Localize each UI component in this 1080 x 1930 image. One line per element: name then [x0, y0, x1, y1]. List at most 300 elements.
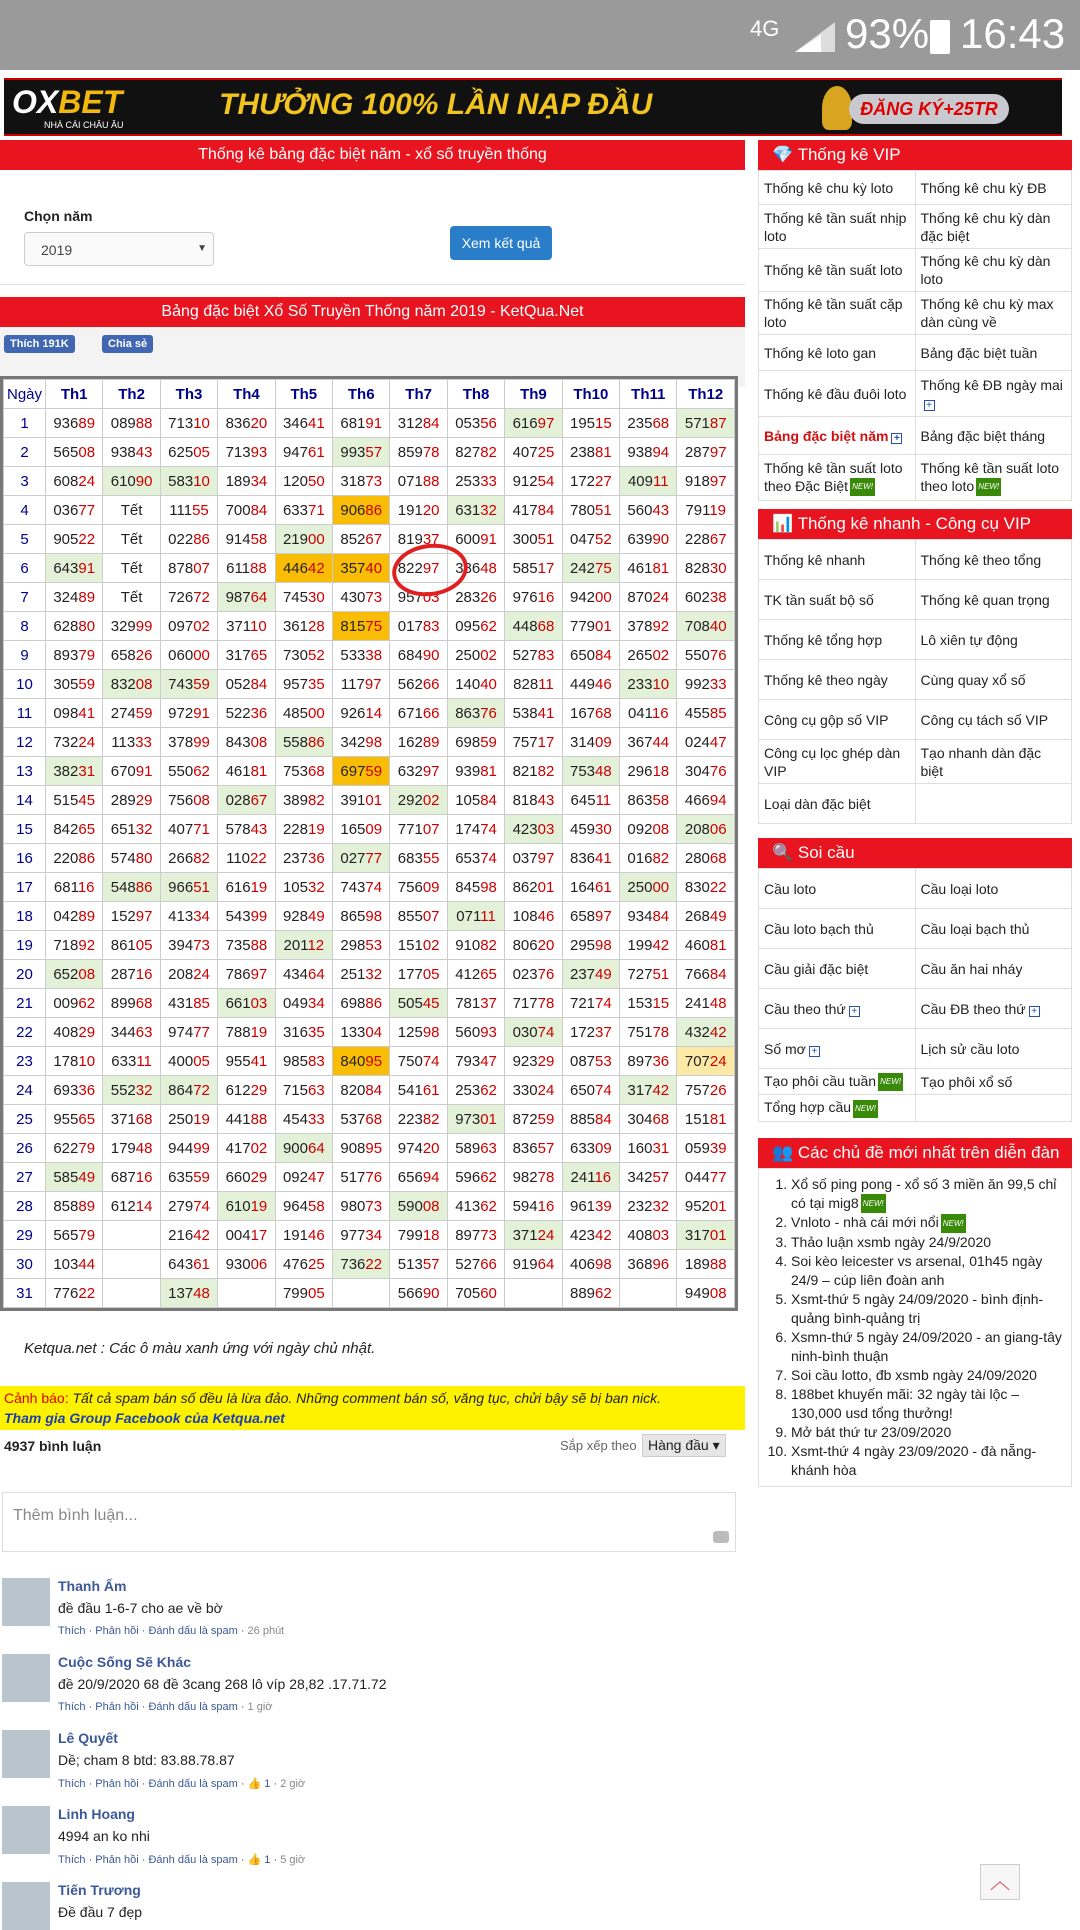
result-cell: 94200: [562, 583, 619, 612]
sidebar-link[interactable]: Thống kê chu kỳ ĐB: [915, 171, 1072, 205]
sidebar-link[interactable]: Thống kê ĐB ngày mai+: [915, 371, 1072, 417]
result-cell: 17474: [447, 815, 504, 844]
result-cell: 28326: [447, 583, 504, 612]
sidebar-link[interactable]: Cầu loại bạch thủ: [915, 909, 1072, 949]
result-cell: 93006: [218, 1250, 275, 1279]
forum-news-item[interactable]: 8. 188bet khuyến mãi: 32 ngày tài lộc – 130,000 usd tổng thưởng!: [791, 1385, 1065, 1423]
result-cell: 38648: [447, 554, 504, 583]
day-cell: 9: [4, 641, 46, 670]
sidebar-link[interactable]: Thống kê loto gan: [759, 335, 916, 371]
result-cell: 31409: [562, 728, 619, 757]
table-row: [4, 525, 735, 554]
result-cell: 15315: [620, 989, 677, 1018]
sidebar-link[interactable]: Lịch sử cầu loto: [915, 1029, 1072, 1069]
result-cell: 15181: [677, 1105, 735, 1134]
result-cell: 88962: [562, 1279, 619, 1308]
sidebar-link[interactable]: Thống kê chu kỳ max dàn cùng về: [915, 292, 1072, 335]
new-badge: NEW!: [878, 1073, 903, 1091]
commenter-name[interactable]: Linh Hoang: [58, 1806, 135, 1822]
quick-stats-header: 📊 Thống kê nhanh - Công cụ VIP: [758, 509, 1072, 539]
sidebar-link[interactable]: Cầu theo thứ +: [759, 989, 916, 1029]
table-row: [4, 467, 735, 496]
result-cell: Tết: [103, 525, 160, 554]
day-cell: 28: [4, 1192, 46, 1221]
result-cell: 09702: [160, 612, 217, 641]
sidebar-link[interactable]: Thống kê tổng hợp: [759, 620, 916, 660]
result-cell: 20824: [160, 960, 217, 989]
sidebar-row: [759, 171, 1072, 205]
result-cell: 40829: [46, 1018, 103, 1047]
result-cell: 69886: [333, 989, 390, 1018]
result-cell: 95735: [275, 670, 332, 699]
day-cell: 4: [4, 496, 46, 525]
result-cell: 77901: [562, 612, 619, 641]
sidebar-link[interactable]: Tạo nhanh dàn đặc biệt: [915, 740, 1072, 784]
result-cell: 96651: [160, 873, 217, 902]
result-cell: 79918: [390, 1221, 447, 1250]
result-cell: 43464: [275, 960, 332, 989]
result-cell: 28797: [677, 438, 735, 467]
result-cell: 21900: [275, 525, 332, 554]
camera-icon[interactable]: [713, 1531, 729, 1543]
table-row: [4, 438, 735, 467]
table-row: [4, 1018, 735, 1047]
result-cell: 39473: [160, 931, 217, 960]
result-cell: 85507: [390, 902, 447, 931]
expand-icon[interactable]: +: [891, 433, 902, 444]
result-cell: 73588: [218, 931, 275, 960]
result-cell: 45585: [677, 699, 735, 728]
day-cell: 18: [4, 902, 46, 931]
result-cell: 27459: [103, 699, 160, 728]
result-cell: 45930: [562, 815, 619, 844]
sidebar-link[interactable]: Tạo phôi xổ số: [915, 1069, 1072, 1095]
network-label: 4G: [750, 16, 780, 41]
sidebar-link[interactable]: Thống kê tần suất loto: [759, 249, 916, 292]
result-cell: 83641: [562, 844, 619, 873]
result-cell: 02447: [677, 728, 735, 757]
avatar[interactable]: [2, 1654, 50, 1702]
result-cell: 57187: [677, 409, 735, 438]
sidebar-link[interactable]: Số mơ +: [759, 1029, 916, 1069]
comment-actions[interactable]: Thích · Phản hồi · Đánh dấu là spam · 1 giờ: [58, 1701, 273, 1713]
sidebar-link[interactable]: Cầu ăn hai nháy: [915, 949, 1072, 989]
sidebar-link[interactable]: TK tần suất bộ số: [759, 580, 916, 620]
result-cell: 26849: [677, 902, 735, 931]
day-cell: 21: [4, 989, 46, 1018]
sidebar-link[interactable]: Lô xiên tự động: [915, 620, 1072, 660]
result-cell: 98073: [333, 1192, 390, 1221]
day-cell: 20: [4, 960, 46, 989]
comment-input[interactable]: Thêm bình luận...: [2, 1492, 736, 1552]
result-cell: 40771: [160, 815, 217, 844]
sidebar-link[interactable]: Thống kê theo ngày: [759, 660, 916, 700]
sidebar-row: [759, 371, 1072, 417]
result-cell: 09247: [275, 1163, 332, 1192]
sidebar-row: [759, 660, 1072, 700]
result-cell: 90895: [333, 1134, 390, 1163]
forum-news-header: 👥 Các chủ đề mới nhất trên diễn đàn: [758, 1138, 1072, 1168]
expand-icon[interactable]: +: [924, 400, 935, 411]
result-cell: 94499: [160, 1134, 217, 1163]
sidebar-link[interactable]: Thống kê tần suất loto theo Đặc Biệt NEW!: [759, 455, 916, 501]
result-cell: 25000: [620, 873, 677, 902]
result-cell: 44188: [218, 1105, 275, 1134]
result-cell: 07111: [447, 902, 504, 931]
table-title: Bảng đặc biệt Xổ Số Truyền Thống năm 2019 - KetQua.Net: [0, 297, 745, 327]
result-cell: 59662: [447, 1163, 504, 1192]
result-cell: 46081: [677, 931, 735, 960]
sidebar-link[interactable]: Cầu loại loto: [915, 869, 1072, 909]
result-cell: 97734: [333, 1221, 390, 1250]
result-cell: 93484: [620, 902, 677, 931]
sidebar-link[interactable]: Thống kê quan trọng: [915, 580, 1072, 620]
sort-select[interactable]: Hàng đầu ▾: [642, 1434, 726, 1457]
sidebar-link[interactable]: Bảng đặc biệt tuần: [915, 335, 1072, 371]
result-cell: 67091: [103, 757, 160, 786]
comment-actions[interactable]: Thích · Phản hồi · Đánh dấu là spam · 👍 1 · 5 giờ: [58, 1854, 306, 1866]
result-cell: 16289: [390, 728, 447, 757]
result-cell: 47625: [275, 1250, 332, 1279]
col-header-month: Th8: [447, 380, 504, 409]
result-cell: 03797: [505, 844, 562, 873]
table-row: [4, 641, 735, 670]
sidebar-row: [759, 620, 1072, 660]
result-cell: 60238: [677, 583, 735, 612]
result-cell: 30051: [505, 525, 562, 554]
result-cell: 17810: [46, 1047, 103, 1076]
result-cell: 91082: [447, 931, 504, 960]
expand-icon[interactable]: +: [1029, 1006, 1040, 1017]
result-cell: 45433: [275, 1105, 332, 1134]
result-cell: 70084: [218, 496, 275, 525]
day-cell: 2: [4, 438, 46, 467]
result-cell: 34641: [275, 409, 332, 438]
result-cell: 64511: [562, 786, 619, 815]
sidebar-row: [759, 417, 1072, 455]
result-cell: 56093: [447, 1018, 504, 1047]
commenter-name[interactable]: Cuộc Sống Sẽ Khác: [58, 1654, 192, 1670]
result-cell: 37899: [160, 728, 217, 757]
commenter-name[interactable]: Thanh Ấm: [58, 1578, 127, 1594]
sidebar-link[interactable]: Thống kê tần suất nhịp loto: [759, 205, 916, 249]
result-cell: 96458: [275, 1192, 332, 1221]
result-cell: 00417: [218, 1221, 275, 1250]
result-cell: 40911: [620, 467, 677, 496]
result-cell: 35740: [333, 554, 390, 583]
result-cell: 17948: [103, 1134, 160, 1163]
table-row: [4, 1134, 735, 1163]
sidebar-link[interactable]: Thống kê chu kỳ dàn đặc biệt: [915, 205, 1072, 249]
battery-percent: 93%: [845, 10, 930, 57]
result-cell: 66103: [218, 989, 275, 1018]
result-cell: 86598: [333, 902, 390, 931]
avatar[interactable]: [2, 1578, 50, 1626]
result-cell: 11797: [333, 670, 390, 699]
comment-actions[interactable]: Thích · Phản hồi · Đánh dấu là spam · 👍 1 · 2 giờ: [58, 1778, 306, 1790]
result-cell: 36744: [620, 728, 677, 757]
result-cell: 75608: [160, 786, 217, 815]
comment-actions[interactable]: Thích · Phản hồi · Đánh dấu là spam · 26 phút: [58, 1625, 285, 1637]
warning-text: Tất cả spam bán số đều là lừa đảo. Những comment bán số, văng tục, chửi bậy sẽ bị ban nick.: [72, 1390, 661, 1406]
result-cell: 16031: [620, 1134, 677, 1163]
day-cell: 7: [4, 583, 46, 612]
comment-text: 4994 an ko nhi: [58, 1828, 150, 1844]
result-cell: 93894: [620, 438, 677, 467]
forum-news-item[interactable]: 10. Xsmt-thứ 4 ngày 23/09/2020 - đà nẵng-khánh hòa: [791, 1442, 1065, 1480]
result-cell: 64361: [160, 1250, 217, 1279]
result-cell: 82182: [505, 757, 562, 786]
result-cell: 09562: [447, 612, 504, 641]
result-cell: 17705: [390, 960, 447, 989]
result-cell: 55232: [103, 1076, 160, 1105]
result-cell: 63297: [390, 757, 447, 786]
result-cell: 05284: [218, 670, 275, 699]
result-cell: 63309: [562, 1134, 619, 1163]
result-cell: 27974: [160, 1192, 217, 1221]
result-cell: 86201: [505, 873, 562, 902]
ad-banner[interactable]: [4, 78, 1062, 136]
sidebar-link[interactable]: Thống kê theo tổng: [915, 540, 1072, 580]
result-cell: 11022: [218, 844, 275, 873]
result-cell: 82782: [447, 438, 504, 467]
result-cell: 29598: [562, 931, 619, 960]
result-cell: 58517: [505, 554, 562, 583]
sidebar-link[interactable]: Thống kê tần suất loto theo loto NEW!: [915, 455, 1072, 501]
sidebar-link[interactable]: Cầu ĐB theo thứ +: [915, 989, 1072, 1029]
view-results-button[interactable]: Xem kết quả: [450, 226, 552, 260]
status-bar: [0, 0, 1080, 70]
result-cell: 75368: [275, 757, 332, 786]
result-cell: Tết: [103, 583, 160, 612]
sidebar-link[interactable]: Tạo phôi cầu tuần NEW!: [759, 1069, 916, 1095]
result-cell: 05939: [677, 1134, 735, 1163]
result-cell: 61619: [218, 873, 275, 902]
forum-news-item[interactable]: 2. Vnloto - nhà cái mới nổi NEW!: [791, 1213, 1065, 1233]
result-cell: 93981: [447, 757, 504, 786]
banner-headline: THƯỞNG 100% LẦN NẠP ĐẦU: [219, 88, 653, 121]
year-select[interactable]: 2019 ▼: [24, 232, 214, 266]
sidebar-link[interactable]: Thống kê tần suất cặp loto: [759, 292, 916, 335]
sidebar-row: [759, 784, 1072, 824]
result-cell: 31701: [677, 1221, 735, 1250]
col-header-month: Th12: [677, 380, 735, 409]
result-cell: 99233: [677, 670, 735, 699]
table-row: [4, 873, 735, 902]
stats-header: Thống kê bảng đặc biệt năm - xổ số truyền thống: [0, 140, 745, 170]
result-cell: 69336: [46, 1076, 103, 1105]
sidebar-link[interactable]: Bảng đặc biệt năm +: [759, 417, 916, 455]
sidebar-link[interactable]: Bảng đặc biệt tháng: [915, 417, 1072, 455]
new-badge: NEW!: [850, 478, 875, 496]
table-row: [4, 1163, 735, 1192]
avatar[interactable]: [2, 1730, 50, 1778]
table-row: [4, 670, 735, 699]
day-cell: 16: [4, 844, 46, 873]
result-cell: 56043: [620, 496, 677, 525]
result-cell: [103, 1250, 160, 1279]
result-cell: 59008: [390, 1192, 447, 1221]
sidebar-link[interactable]: Thống kê chu kỳ dàn loto: [915, 249, 1072, 292]
vip-stats-header: 💎 Thống kê VIP: [758, 140, 1072, 170]
result-cell: 89773: [447, 1221, 504, 1250]
result-cell: 26682: [160, 844, 217, 873]
result-cell: 23736: [275, 844, 332, 873]
comment-text: Đề đầu 7 đẹp: [58, 1904, 143, 1920]
result-cell: 95541: [218, 1047, 275, 1076]
result-cell: 18934: [218, 467, 275, 496]
day-cell: 29: [4, 1221, 46, 1250]
result-cell: 87259: [505, 1105, 562, 1134]
result-cell: 62505: [160, 438, 217, 467]
result-cell: 83022: [677, 873, 735, 902]
result-cell: 24275: [562, 554, 619, 583]
result-cell: 22382: [390, 1105, 447, 1134]
banner-register-button[interactable]: ĐĂNG KÝ+25TR: [849, 94, 1009, 124]
result-cell: 68716: [103, 1163, 160, 1192]
result-cell: 44868: [505, 612, 562, 641]
result-cell: 31635: [275, 1018, 332, 1047]
result-cell: 08753: [562, 1047, 619, 1076]
avatar[interactable]: [2, 1806, 50, 1854]
result-cell: 87807: [160, 554, 217, 583]
result-cell: 28929: [103, 786, 160, 815]
sidebar-link[interactable]: Cầu giải đặc biệt: [759, 949, 916, 989]
table-row: [4, 786, 735, 815]
result-cell: 51776: [333, 1163, 390, 1192]
forum-news-item[interactable]: 4. Soi kèo leicester vs arsenal, 01h45 ngày 24/9 – cúp liên đoàn anh: [791, 1252, 1065, 1290]
result-cell: 60824: [46, 467, 103, 496]
result-cell: 88584: [562, 1105, 619, 1134]
sidebar-link[interactable]: Công cụ gộp số VIP: [759, 700, 916, 740]
forum-news-list: [758, 1168, 1072, 1488]
commenter-name[interactable]: Lê Quyết: [58, 1730, 118, 1746]
table-row: [4, 554, 735, 583]
result-cell: 79347: [447, 1047, 504, 1076]
sidebar-link[interactable]: Công cụ lọc ghép dàn VIP: [759, 740, 916, 784]
col-header-month: Th1: [46, 380, 103, 409]
result-cell: 10846: [505, 902, 562, 931]
result-cell: 95565: [46, 1105, 103, 1134]
result-cell: 74530: [275, 583, 332, 612]
result-cell: 13304: [333, 1018, 390, 1047]
banner-logo-subtitle: NHÀ CÁI CHÂU ÂU: [44, 120, 124, 130]
result-cell: 75726: [677, 1076, 735, 1105]
col-header-month: Th11: [620, 380, 677, 409]
sidebar-link[interactable]: Thống kê nhanh: [759, 540, 916, 580]
new-badge: NEW!: [941, 1214, 966, 1233]
sidebar-link[interactable]: Cầu loto: [759, 869, 916, 909]
forum-news-item[interactable]: 1. Xổ số ping pong - xổ số 3 miền ăn 99,5 chỉ có tại mig8 NEW!: [791, 1175, 1065, 1214]
sidebar-link[interactable]: Thống kê chu kỳ loto: [759, 171, 916, 205]
result-cell: 74359: [160, 670, 217, 699]
comment-count: 4937 bình luận: [4, 1438, 102, 1454]
result-cell: [103, 1279, 160, 1308]
day-cell: 10: [4, 670, 46, 699]
expand-icon[interactable]: +: [809, 1046, 820, 1057]
sidebar-link[interactable]: Tổng hợp cầu NEW!: [759, 1095, 916, 1121]
sidebar-link[interactable]: Cầu loto bạch thủ: [759, 909, 916, 949]
result-cell: 41702: [218, 1134, 275, 1163]
day-cell: 19: [4, 931, 46, 960]
sidebar-row: [759, 1095, 1072, 1121]
day-cell: 8: [4, 612, 46, 641]
result-cell: 72174: [562, 989, 619, 1018]
table-row: [4, 1047, 735, 1076]
result-cell: 29202: [390, 786, 447, 815]
scroll-to-top-button[interactable]: [980, 1864, 1020, 1900]
result-cell: 00962: [46, 989, 103, 1018]
result-cell: 08988: [103, 409, 160, 438]
result-cell: 56266: [390, 670, 447, 699]
result-cell: 53841: [505, 699, 562, 728]
sidebar-row: [759, 455, 1072, 501]
result-cell: 11333: [103, 728, 160, 757]
facebook-group-link[interactable]: Tham gia Group Facebook của Ketqua.net: [4, 1410, 285, 1426]
avatar[interactable]: [2, 1882, 50, 1930]
forum-news-item[interactable]: 6. Xsmn-thứ 5 ngày 24/09/2020 - an giang-tây ninh-bình thuận: [791, 1328, 1065, 1366]
sidebar-link[interactable]: Thống kê đầu đuôi loto: [759, 371, 916, 417]
result-cell: 65132: [103, 815, 160, 844]
result-cell: 78051: [562, 496, 619, 525]
result-cell: 43185: [160, 989, 217, 1018]
result-cell: 65374: [447, 844, 504, 873]
result-cell: 02376: [505, 960, 562, 989]
forum-news-item[interactable]: 9. Mở bát thứ tư 23/09/2020: [791, 1423, 1065, 1442]
result-cell: 13748: [160, 1279, 217, 1308]
sidebar-row: [759, 580, 1072, 620]
fb-like-button[interactable]: Thích 191K: [4, 335, 75, 353]
result-cell: 34257: [620, 1163, 677, 1192]
day-cell: 25: [4, 1105, 46, 1134]
forum-news-item[interactable]: 5. Xsmt-thứ 5 ngày 24/09/2020 - bình định-quảng bình-quảng trị: [791, 1290, 1065, 1328]
result-cell: 56690: [390, 1279, 447, 1308]
forum-news-item[interactable]: 3. Thảo luận xsmb ngày 24/9/2020: [791, 1233, 1065, 1252]
commenter-name[interactable]: Tiến Trương: [58, 1882, 141, 1898]
result-cell: 61090: [103, 467, 160, 496]
day-cell: 27: [4, 1163, 46, 1192]
result-cell: 93843: [103, 438, 160, 467]
battery-icon: [930, 20, 950, 54]
sidebar-link[interactable]: Công cụ tách số VIP: [915, 700, 1072, 740]
result-cell: 71393: [218, 438, 275, 467]
result-cell: 54886: [103, 873, 160, 902]
result-cell: 83208: [103, 670, 160, 699]
day-cell: 31: [4, 1279, 46, 1308]
table-row: [4, 583, 735, 612]
comment-text: đề 20/9/2020 68 đề 3cang 268 lô víp 28,82 .17.71.72: [58, 1676, 387, 1692]
result-cell: 61229: [218, 1076, 275, 1105]
result-cell: 12050: [275, 467, 332, 496]
result-cell: [103, 1221, 160, 1250]
result-cell: 71892: [46, 931, 103, 960]
comment-text: đề đầu 1-6-7 cho ae về bờ: [58, 1600, 223, 1616]
forum-news-item[interactable]: 7. Soi cầu lotto, đb xsmb ngày 24/09/2020: [791, 1366, 1065, 1385]
result-cell: 91254: [505, 467, 562, 496]
result-cell: 29618: [620, 757, 677, 786]
table-row: [4, 496, 735, 525]
result-cell: 41265: [447, 960, 504, 989]
sidebar-link[interactable]: Cùng quay xổ số: [915, 660, 1072, 700]
result-cell: 31284: [390, 409, 447, 438]
fb-share-button[interactable]: Chia sẻ: [102, 335, 153, 353]
result-cell: 42342: [562, 1221, 619, 1250]
result-cell: 58963: [447, 1134, 504, 1163]
expand-icon[interactable]: +: [849, 1006, 860, 1017]
result-cell: 65826: [103, 641, 160, 670]
sidebar-link[interactable]: Loại dàn đặc biệt: [759, 784, 916, 824]
result-cell: 23881: [562, 438, 619, 467]
